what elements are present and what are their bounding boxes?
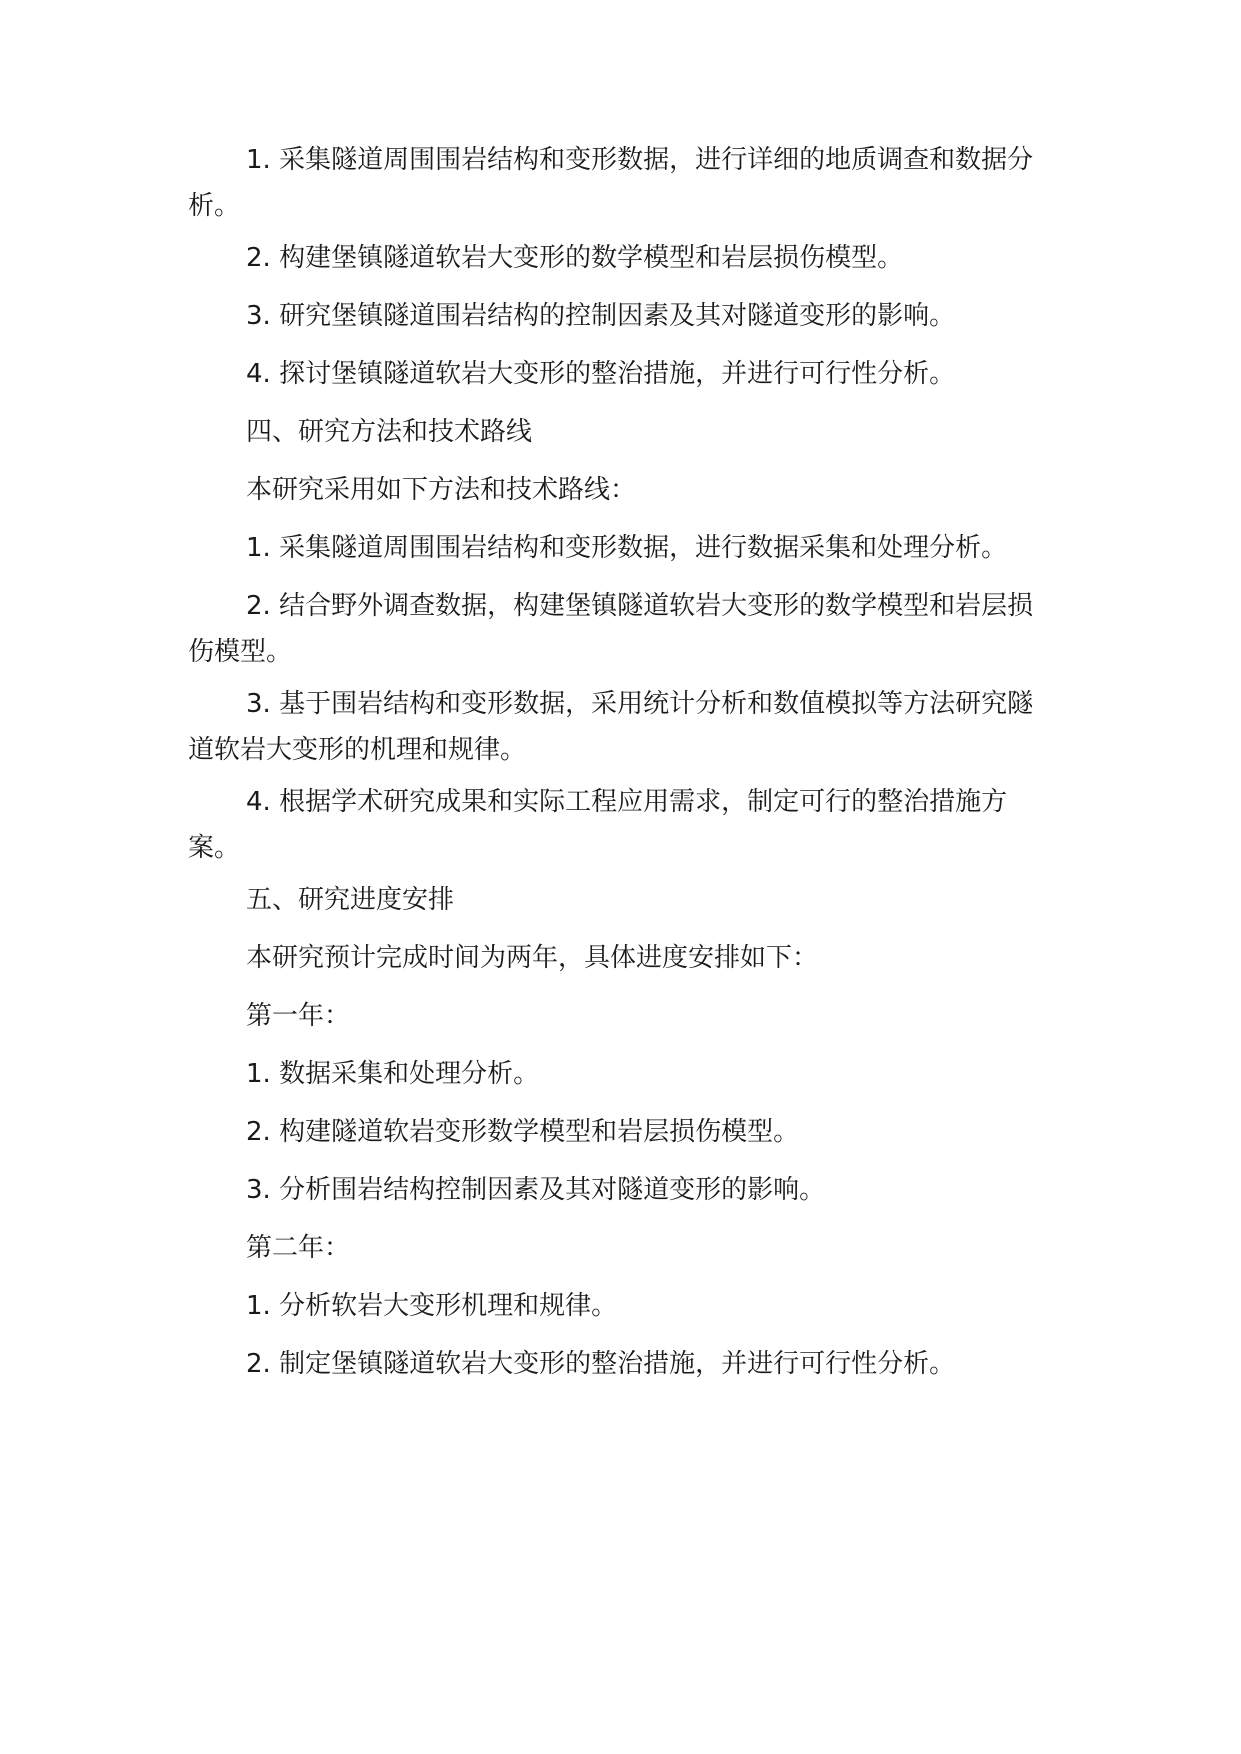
paragraph: 3. 研究堡镇隧道围岩结构的控制因素及其对隧道变形的影响。 bbox=[246, 301, 956, 331]
year-label: 第二年： bbox=[246, 1233, 351, 1263]
paragraph: 1. 采集隧道周围围岩结构和变形数据，进行数据采集和处理分析。 bbox=[246, 533, 1008, 563]
paragraph: 4. 根据学术研究成果和实际工程应用需求，制定可行的整治措施方案。 bbox=[188, 787, 1008, 863]
paragraph: 本研究预计完成时间为两年，具体进度安排如下： bbox=[246, 943, 819, 973]
section-heading: 五、研究进度安排 bbox=[246, 885, 455, 915]
paragraph: 1. 分析软岩大变形机理和规律。 bbox=[246, 1291, 618, 1321]
paragraph: 2. 构建隧道软岩变形数学模型和岩层损伤模型。 bbox=[246, 1117, 800, 1147]
paragraph: 本研究采用如下方法和技术路线： bbox=[246, 475, 637, 505]
section-heading: 四、研究方法和技术路线 bbox=[246, 417, 533, 447]
paragraph: 3. 分析围岩结构控制因素及其对隧道变形的影响。 bbox=[246, 1175, 826, 1205]
paragraph: 2. 构建堡镇隧道软岩大变形的数学模型和岩层损伤模型。 bbox=[246, 243, 904, 273]
year-label: 第一年： bbox=[246, 1001, 351, 1031]
paragraph: 1. 采集隧道周围围岩结构和变形数据，进行详细的地质调查和数据分析。 bbox=[188, 145, 1034, 221]
paragraph: 2. 制定堡镇隧道软岩大变形的整治措施，并进行可行性分析。 bbox=[246, 1349, 956, 1379]
paragraph: 4. 探讨堡镇隧道软岩大变形的整治措施，并进行可行性分析。 bbox=[246, 359, 956, 389]
paragraph: 2. 结合野外调查数据，构建堡镇隧道软岩大变形的数学模型和岩层损伤模型。 bbox=[188, 591, 1034, 667]
paragraph: 1. 数据采集和处理分析。 bbox=[246, 1059, 540, 1089]
paragraph: 3. 基于围岩结构和变形数据，采用统计分析和数值模拟等方法研究隧道软岩大变形的机理和规律。 bbox=[188, 689, 1034, 765]
